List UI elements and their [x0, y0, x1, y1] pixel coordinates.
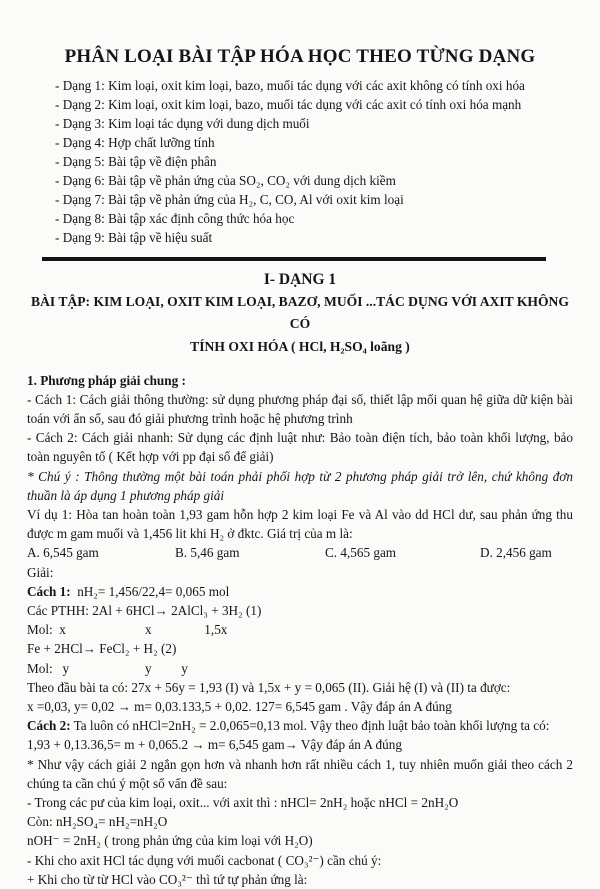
example-statement: Ví dụ 1: Hòa tan hoàn toàn 1,93 gam hỗn hợp 2 kim loại Fe và Al vào dd HCl dư, sau phản ứng thu được m gam muối và 1,456 lit khi H₂ ở đktc. Giá trị của m là:	[27, 506, 573, 542]
equation-pthh: Các PTHH: 2Al + 6HCl→ 2AlCl₃ + 3H₂ (1)	[27, 602, 262, 618]
method2-label: Cách 2:	[27, 718, 71, 734]
category-item: - Dạng 9: Bài tập về hiệu suất	[55, 230, 213, 245]
section-heading: I- DẠNG 1	[263, 271, 337, 288]
solution-remark: * Như vậy cách giải 2 ngắn gọn hơn và nhanh hơn rất nhiều cách 1, tuy nhiên muốn giải theo cách 2 chúng ta cần chú ý một số vấn đề sau:	[27, 756, 573, 791]
category-item: - Dạng 8: Bài tập xác định công thức hóa học	[55, 211, 295, 226]
category-item: - Dạng 7: Bài tập về phản ứng của H₂, C, CO, Al với oxit kim loại	[55, 192, 404, 207]
solution-rule-3: nOH⁻ = 2nH₂ ( trong phản ứng của kim loại với H₂O)	[27, 833, 313, 849]
method1-text: nH₂= 1,456/22,4= 0,065 mol	[70, 583, 230, 599]
answer-option-d: D. 2,456 gam	[480, 545, 552, 561]
category-item: - Dạng 6: Bài tập về phản ứng của SO₂, CO₂ với dung dịch kiềm	[55, 173, 396, 188]
category-list	[27, 76, 573, 247]
method-way1: - Cách 1: Cách giải thông thường: sử dụng phương pháp đại số, thiết lập mối quan hệ giữa dữ kiện bài toán với ẩn số, sau đó giải phương trình hoặc hệ phương trình	[27, 391, 573, 426]
method-note: * Chú ý : Thông thường một bài toán phải phối hợp từ 2 phương pháp giải trở lên, chứ không đơn thuần là áp dụng 1 phương pháp giải	[27, 468, 573, 503]
solution-rule-5: + Khi cho từ từ HCl vào CO₃²⁻ thì tứ tự phản ứng là:	[27, 871, 308, 887]
answer-options-row	[27, 543, 573, 562]
method-way2: - Cách 2: Cách giải nhanh: Sử dụng các định luật như: Bảo toàn điện tích, bảo toàn khối lượng, bảo toàn nguyên tố ( Kết hợp với pp đại số để giải)	[27, 430, 573, 465]
section-subheading-line2: TÍNH OXI HÓA ( HCl, H₂SO₄ loãng )	[190, 339, 410, 354]
method-heading: 1. Phương pháp giải chung :	[27, 372, 186, 388]
answer-option-b: B. 5,46 gam	[175, 545, 240, 561]
category-item: - Dạng 2: Kim loại, oxit kim loại, bazo, muối tác dụng với các axit có tính oxi hóa mạnh	[55, 97, 522, 112]
solution-rule-1: - Trong các pư của kim loại, oxit... với axit thì : nHCl= 2nH₂ hoặc nHCl = 2nH₂O	[27, 794, 459, 810]
answer-option-c: C. 4,565 gam	[325, 545, 397, 561]
section-divider	[42, 257, 546, 261]
document-title: PHÂN LOẠI BÀI TẬP HÓA HỌC THEO TỪNG DẠNG	[64, 46, 536, 67]
document-body	[27, 371, 573, 889]
mol-row-2: Mol: y y y	[27, 660, 188, 676]
solution-system: Theo đầu bài ta có: 27x + 56y = 1,93 (I) và 1,5x + y = 0,065 (II). Giải hệ (I) và (II) ta được:	[27, 679, 511, 695]
category-item: - Dạng 5: Bài tập về điện phân	[55, 154, 217, 169]
method1-label: Cách 1:	[27, 583, 71, 599]
solution-mass-balance: 1,93 + 0,13.36,5= m + 0,065.2 → m= 6,545 gam→ Vậy đáp án A đúng	[27, 737, 402, 753]
equation-fe: Fe + 2HCl→ FeCl₂ + H₂ (2)	[27, 641, 177, 657]
solution-rule-2: Còn: nH₂SO₄= nH₂=nH₂O	[27, 814, 168, 830]
method2-text: Ta luôn có nHCl=2nH₂ = 2.0,065=0,13 mol. Vậy theo định luật bảo toàn khối lượng ta có:	[70, 718, 550, 734]
category-item: - Dạng 4: Hợp chất lưỡng tính	[55, 135, 215, 150]
solution-method2-line	[27, 716, 573, 735]
solution-rule-4: - Khi cho axit HCl tác dụng với muối cacbonat ( CO₃²⁻) cần chú ý:	[27, 852, 382, 868]
category-item: - Dạng 1: Kim loại, oxit kim loại, bazo, muối tác dụng với các axit không có tính oxi hóa	[55, 78, 525, 93]
category-item: - Dạng 3: Kim loại tác dụng với dung dịch muối	[55, 116, 310, 131]
solve-label: Giải:	[27, 564, 54, 580]
solution-result: x =0,03, y= 0,02 → m= 0,03.133,5 + 0,02. 127= 6,545 gam . Vậy đáp án A đúng	[27, 698, 452, 714]
mol-row-1: Mol: x x 1,5x	[27, 622, 228, 638]
solution-method1-line	[27, 582, 573, 601]
section-subheading-line1: BÀI TẬP: KIM LOẠI, OXIT KIM LOẠI, BAZƠ, MUỐI ...TÁC DỤNG VỚI AXIT KHÔNG CÓ	[31, 294, 569, 331]
answer-option-a: A. 6,545 gam	[27, 545, 99, 561]
